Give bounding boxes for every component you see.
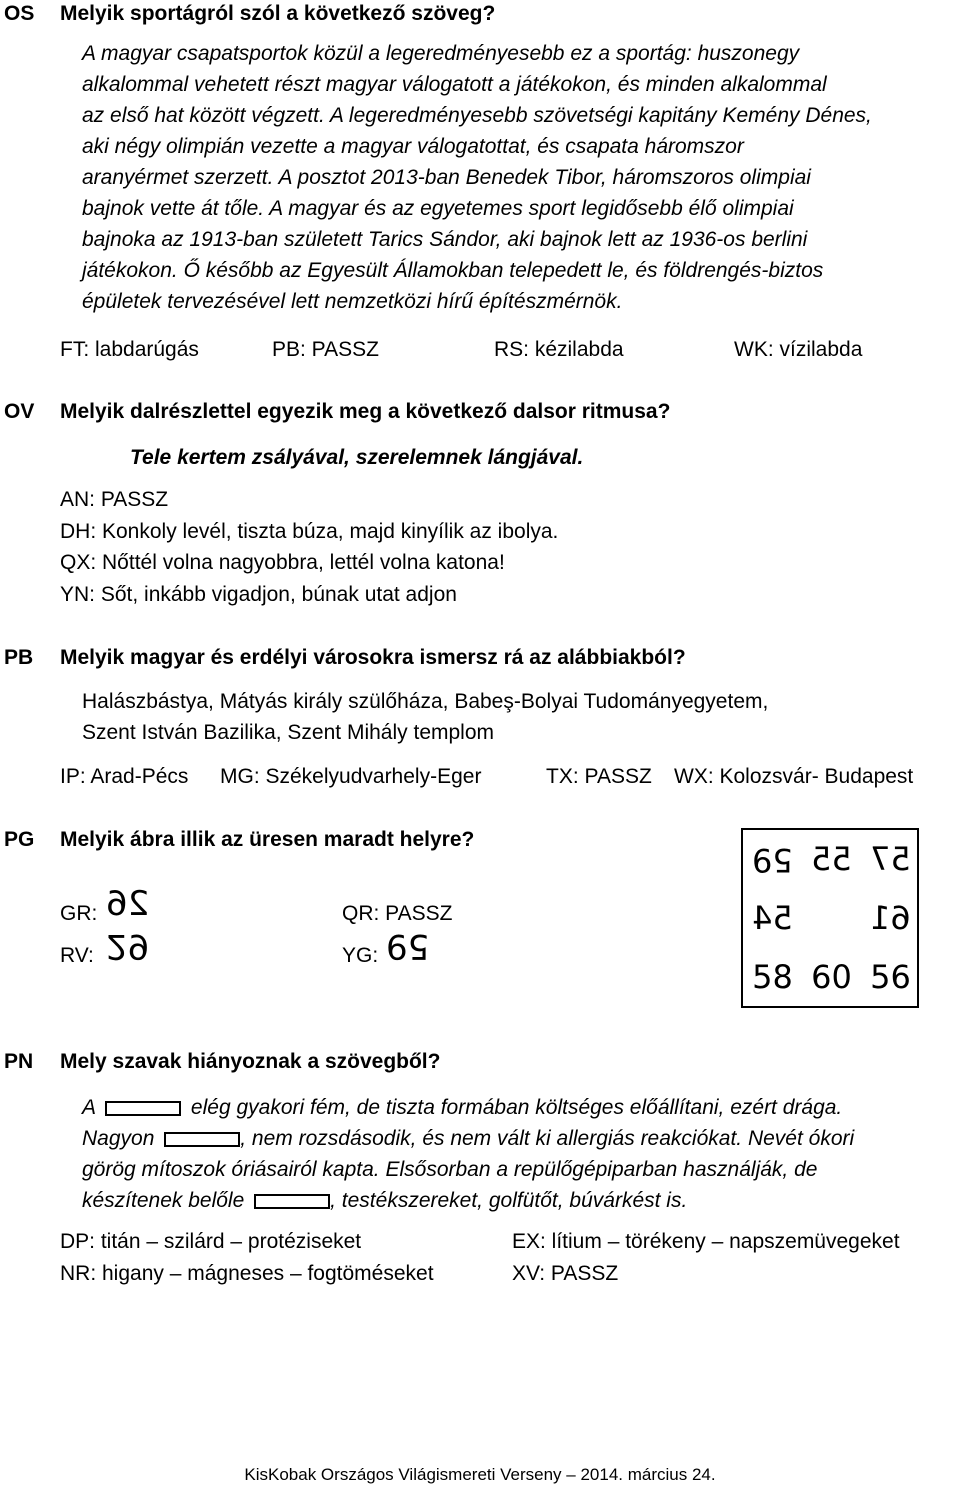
os-line: épületek tervezésével lett nemzetközi hírű építészmérnök. bbox=[82, 290, 623, 313]
grid-cell-empty bbox=[802, 889, 861, 948]
grid-cell-glyph: 59 bbox=[752, 841, 793, 879]
grid-cell bbox=[861, 830, 920, 889]
os-line: alkalommal vehetett részt magyar válogatott a játékokon, és minden alkalommal bbox=[82, 73, 827, 96]
pb-line: Halászbástya, Mátyás király szülőháza, Babeş-Bolyai Tudományegyetem, bbox=[82, 690, 769, 713]
pn-text: készítenek belőle bbox=[82, 1189, 245, 1212]
page-footer: KisKobak Országos Világismereti Verseny – 2014. március 24. bbox=[244, 1465, 716, 1484]
pn-option-ex[interactable]: EX: lítium – törékeny – napszemüvegeket bbox=[512, 1230, 900, 1253]
pn-passage bbox=[82, 1092, 958, 1216]
pg-option-rv-figure[interactable] bbox=[106, 926, 149, 966]
pg-option-yg-label[interactable]: YG: bbox=[342, 944, 379, 967]
ov-option-qx[interactable]: QX: Nőttél volna nagyobbra, lettél volna katona! bbox=[60, 551, 505, 574]
pn-text: , testékszereket, golfütőt, búvárkést is. bbox=[330, 1189, 688, 1212]
question-code-pn: PN bbox=[4, 1050, 34, 1073]
blank-box bbox=[105, 1101, 181, 1116]
pb-line: Szent István Bazilika, Szent Mihály templom bbox=[82, 721, 495, 744]
grid-cell bbox=[743, 889, 802, 948]
ov-option-an[interactable]: AN: PASSZ bbox=[60, 488, 169, 511]
grid-cell: 60 bbox=[811, 958, 852, 996]
pg-option-yg-figure[interactable] bbox=[386, 926, 429, 966]
question-os: Melyik sportágról szól a következő szöveg? bbox=[60, 2, 496, 25]
ov-option-yn[interactable]: YN: Sőt, inkább vigadjon, búnak utat adjon bbox=[60, 583, 457, 606]
os-passage bbox=[82, 38, 958, 317]
grid-cell-glyph: 54 bbox=[752, 899, 793, 937]
os-option-pb[interactable]: PB: PASSZ bbox=[272, 338, 379, 361]
os-option-rs[interactable]: RS: kézilabda bbox=[494, 338, 624, 361]
pn-text: Nagyon bbox=[82, 1127, 155, 1150]
question-code-pb: PB bbox=[4, 646, 34, 669]
pb-option-ip[interactable]: IP: Arad-Pécs bbox=[60, 765, 189, 788]
pn-text: A bbox=[82, 1096, 96, 1119]
os-line: az első hat között végzett. A legeredményesebb szövetségi kapitány Kemény Dénes, bbox=[82, 104, 872, 127]
grid-cell bbox=[861, 889, 920, 948]
os-line: A magyar csapatsportok közül a legeredményesebb ez a sportág: huszonegy bbox=[82, 42, 800, 65]
question-pn: Mely szavak hiányoznak a szövegből? bbox=[60, 1050, 441, 1073]
question-code-ov: OV bbox=[4, 400, 35, 423]
question-code-os: OS bbox=[4, 2, 35, 25]
os-option-ft[interactable]: FT: labdarúgás bbox=[60, 338, 199, 361]
pn-option-xv[interactable]: XV: PASSZ bbox=[512, 1262, 619, 1285]
pn-line bbox=[82, 1185, 958, 1216]
pn-line bbox=[82, 1092, 958, 1123]
pb-option-wx[interactable]: WX: Kolozsvár- Budapest bbox=[674, 765, 914, 788]
os-line: játékokon. Ő később az Egyesült Államokban telepedett le, és földrengés-biztos bbox=[82, 259, 824, 282]
pg-option-gr-figure[interactable] bbox=[106, 884, 149, 924]
grid-cell bbox=[743, 830, 802, 889]
question-pg: Melyik ábra illik az üresen maradt helyre? bbox=[60, 828, 475, 851]
question-ov: Melyik dalrészlettel egyezik meg a következő dalsor ritmusa? bbox=[60, 400, 671, 423]
pg-option-gr-glyph: 26 bbox=[106, 884, 150, 924]
pb-option-mg[interactable]: MG: Székelyudvarhely-Eger bbox=[220, 765, 482, 788]
pn-text: , nem rozsdásodik, és nem vált ki allergiás reakciókat. Nevét ókori bbox=[240, 1127, 855, 1150]
pg-figure-grid bbox=[741, 828, 919, 1008]
pg-option-qr[interactable]: QR: PASSZ bbox=[342, 902, 453, 925]
os-line: aki négy olimpián vezette a magyar válogatottat, és csapata háromszor bbox=[82, 135, 744, 158]
pn-line bbox=[82, 1123, 958, 1154]
grid-cell: 56 bbox=[870, 958, 911, 996]
question-code-pg: PG bbox=[4, 828, 35, 851]
grid-cell-glyph: 61 bbox=[870, 899, 911, 937]
blank-box bbox=[164, 1132, 240, 1147]
grid-cell: 58 bbox=[752, 958, 793, 996]
blank-box bbox=[254, 1194, 330, 1209]
question-pb: Melyik magyar és erdélyi városokra ismersz rá az alábbiakból? bbox=[60, 646, 686, 669]
pg-option-gr-label[interactable]: GR: bbox=[60, 902, 98, 925]
pg-option-rv-glyph: 29 bbox=[106, 926, 150, 966]
os-line: bajnoka az 1913-ban született Tarics Sándor, aki bajnok lett az 1936-os berlini bbox=[82, 228, 808, 251]
pn-option-nr[interactable]: NR: higany – mágneses – fogtöméseket bbox=[60, 1262, 434, 1285]
os-option-wk[interactable]: WK: vízilabda bbox=[734, 338, 863, 361]
grid-cell bbox=[802, 830, 861, 889]
pn-text: elég gyakori fém, de tiszta formában költséges előállítani, ezért drága. bbox=[190, 1096, 843, 1119]
ov-quote: Tele kertem zsályával, szerelemnek lángjával. bbox=[130, 446, 584, 469]
pg-option-rv-label[interactable]: RV: bbox=[60, 944, 94, 967]
os-line: aranyérmet szerzett. A posztot 2013-ban Benedek Tibor, háromszoros olimpiai bbox=[82, 166, 811, 189]
grid-cell-glyph: 55 bbox=[811, 840, 852, 878]
grid-cell-glyph: 57 bbox=[870, 840, 911, 878]
pn-line: görög mítoszok óriásairól kapta. Elsősorban a repülőgépiparban használják, de bbox=[82, 1158, 818, 1181]
os-line: bajnok vette át tőle. A magyar és az egyetemes sport legidősebb élő olimpiai bbox=[82, 197, 794, 220]
pn-option-dp[interactable]: DP: titán – szilárd – protéziseket bbox=[60, 1230, 362, 1253]
ov-option-dh[interactable]: DH: Konkoly levél, tiszta búza, majd kinyílik az ibolya. bbox=[60, 520, 559, 543]
pg-option-yg-glyph: 59 bbox=[386, 926, 430, 966]
pb-option-tx[interactable]: TX: PASSZ bbox=[546, 765, 652, 788]
